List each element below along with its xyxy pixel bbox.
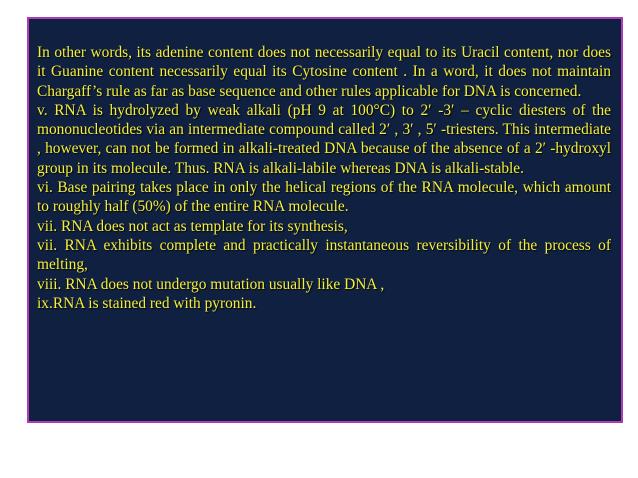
paragraph-template: vii. RNA does not act as template for its synthesis, <box>37 217 348 235</box>
content-panel <box>27 17 623 423</box>
paragraph-pyronin: ix.RNA is stained red with pyronin. <box>37 294 257 312</box>
body-text <box>37 43 611 313</box>
paragraph-mutation: viii. RNA does not undergo mutation usually like DNA , <box>37 275 385 293</box>
paragraph-base-pairing: vi. Base pairing takes place in only the helical regions of the RNA molecule, which amount to roughly half (50%) of the entire RNA molecule. <box>37 179 611 216</box>
paragraph-alkali-hydrolysis: v. RNA is hydrolyzed by weak alkali (pH 9 at 100°C) to 2′ -3′ – cyclic diesters of the mononucleotides via an intermediate compound called 2′ , 3′ , 5′ -triesters. This intermediate , however, can not be formed in alkali-treated DNA because of the absence of a 2′ -hydroxyl group in its molecule. Thus. RNA is alkali-labile whereas DNA is alkali-stable. <box>37 101 611 177</box>
paragraph-melting: vii. RNA exhibits complete and practically instantaneous reversibility of the process of melting, <box>37 236 611 274</box>
paragraph-chargaff: In other words, its adenine content does not necessarily equal to its Uracil content, nor does it Guanine content necessarily equal its Cytosine content . In a word, it does not maintain Chargaff’s rule as far as base sequence and other rules applicable for DNA is concerned. <box>37 44 611 100</box>
